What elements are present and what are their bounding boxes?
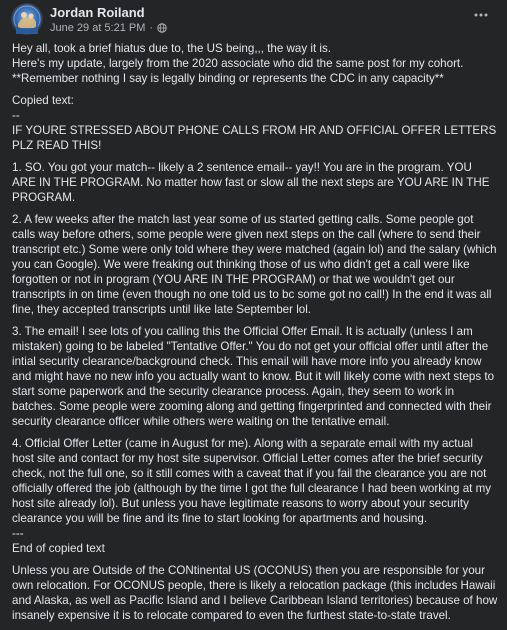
meta-separator: · xyxy=(149,22,154,34)
post-text-line: 1. SO. You got your match-- likely a 2 sentence email-- yay!! You are in the program. YOU ARE IN THE PROGRAM. No matter how fast or slow all the next steps are YOU ARE IN THE PROGRAM. xyxy=(12,161,490,204)
post-text-line: 3. The email! I see lots of you calling this the Official Offer Email. It is actually (unless I am mistaken) going to be labeled "Tentative Offer." You do not get your official offer until after the intial security clearance/background check. This email will have more info you already know and might have no new info you actually want to know. But it will likely come with next steps to start some paperwork and the security clearance process. Again, they seem to work in batches. Some people were zooming along and getting fingerprinted and connected with their security clearance officer while others were waiting on the tentative email. xyxy=(12,325,495,428)
post-text-line: --- xyxy=(12,527,24,540)
post-meta xyxy=(50,22,167,34)
post-text-line: IF YOURE STRESSED ABOUT PHONE CALLS FROM HR AND OFFICIAL OFFER LETTERS PLZ READ THIS! xyxy=(12,124,497,152)
author-name[interactable]: Jordan Roiland xyxy=(50,5,145,20)
post-text-line: 4. Official Offer Letter (came in August for me). Along with a separate email with my actual host site and contact for my host site supervisor. Official Letter comes after the brief security check, not the full one, so it still comes with a caveat that if you fail the clearance you are not officially offered the job (although by the time I got the full clearance I had been working at my host site already lol). But unless you have legitimate reasons to worry about your security clearance you will be fine and its fine to start looking for apartments and housing. xyxy=(12,437,492,525)
post-paragraph xyxy=(12,436,498,556)
post-text-line: 2. A few weeks after the match last year some of us started getting calls. Some people got calls way before others, some people were given next steps on the call (where to send their transcript etc.) Some were only told where they were matched (again lol) and the salary (which you can Google). We were freaking out thinking those of us who didn't get a call were like forgotten or not in program (YOU ARE IN THE PROGRAM) or that we wouldn't get our transcripts in on time (even though no one told us to bc some got no call!) In the end it was all fine, they accepted transcripts until like late September lol. xyxy=(12,213,497,316)
post-body xyxy=(12,41,498,630)
post-text-line: Here's my update, largely from the 2020 associate who did the same post for my cohort. xyxy=(12,57,464,70)
author-avatar[interactable] xyxy=(12,4,42,34)
post-header xyxy=(12,4,495,34)
more-options-icon[interactable] xyxy=(471,8,491,22)
post-paragraph xyxy=(12,93,498,153)
post-paragraph xyxy=(12,563,498,623)
post-timestamp[interactable]: June 29 at 5:21 PM xyxy=(50,22,146,34)
post-paragraph xyxy=(12,41,498,86)
post-text-line: **Remember nothing I say is legally binding or represents the CDC in any capacity** xyxy=(12,72,444,85)
post-text-line: End of copied text xyxy=(12,542,105,555)
globe-icon[interactable] xyxy=(157,23,167,33)
post-text-line: -- xyxy=(12,109,20,122)
post-paragraph xyxy=(12,160,498,205)
post-text-line: Copied text: xyxy=(12,94,74,107)
post-text-line: Unless you are Outside of the CONtinental US (OCONUS) then you are responsible for your own relocation. For OCONUS people, there is likely a relocation package (this includes Hawaii and Alaska, as well as Pacific Island and I believe Caribbean Island territories) because of how insanely expensive it is to relocate compared to even the furthest state-to-state travel. xyxy=(12,564,498,622)
post-paragraph xyxy=(12,324,498,429)
post-paragraph xyxy=(12,212,498,317)
post-text-line: Hey all, took a brief hiatus due to, the US being,,, the way it is. xyxy=(12,42,331,55)
